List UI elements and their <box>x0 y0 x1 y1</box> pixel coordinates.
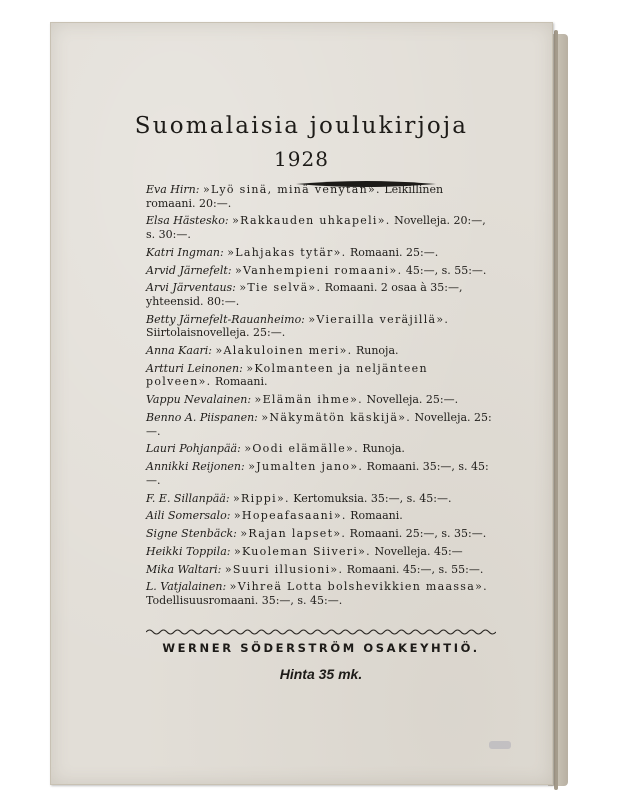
book-entry <box>146 344 494 358</box>
book-details: Novelleja. 25:—. <box>146 411 492 438</box>
author-name: F. E. Sillanpää: <box>146 491 230 505</box>
book-details: Romaani. 35:—, s. 45:—. <box>146 460 489 487</box>
book-title: »Näkymätön käskijä». <box>261 411 412 424</box>
book-list <box>146 183 494 612</box>
price-text: Hinta 35 mk. <box>279 666 363 682</box>
book-details: Romaani. 25:—, s. 35:—. <box>349 527 487 541</box>
book-entry <box>146 492 494 506</box>
book-title: »Tie selvä». <box>239 281 322 295</box>
book-title: »Lahjakas tytär». <box>227 245 347 259</box>
book-entry <box>146 563 494 577</box>
book-entry <box>146 509 494 523</box>
author-name: Katri Ingman: <box>146 245 224 259</box>
book-details: Novelleja. 45:— <box>374 544 463 558</box>
book-entry <box>146 527 494 541</box>
author-name: Aili Somersalo: <box>146 509 231 523</box>
book-spine-edge <box>554 30 558 790</box>
book-entry <box>146 313 494 340</box>
book-entry <box>146 183 494 210</box>
author-name: Benno A. Piispanen: <box>146 411 258 424</box>
book-details: Romaani. <box>214 375 268 389</box>
book-title: »Hopeafasaani». <box>233 509 347 523</box>
book-details: Runoja. <box>362 442 405 456</box>
library-stamp-mark <box>489 741 511 749</box>
page-heading: Suomalaisia joulukirjoja <box>134 113 469 139</box>
book-title: »Rakkauden uhkapeli». <box>232 214 391 228</box>
book-details: Todellisuusromaani. 35:—, s. 45:—. <box>146 594 343 608</box>
book-entry <box>146 362 494 389</box>
book-details: Leikillinen romaani. 20:—. <box>146 183 444 210</box>
page-year: 1928 <box>274 147 329 171</box>
book-details: Novelleja. 25:—. <box>366 393 459 407</box>
book-title: »Alakuloinen meri». <box>215 344 353 358</box>
book-entry <box>146 214 494 241</box>
author-name: Arvid Järnefelt: <box>146 263 232 277</box>
book-title: »Kolmanteen ja neljänteen polveen». <box>146 361 428 389</box>
book-details: Romaani. 25:—. <box>349 245 439 259</box>
book-entry <box>146 393 494 407</box>
book-details: Romaani. <box>350 509 403 523</box>
book-title: »Jumalten jano». <box>248 460 364 474</box>
author-name: Mika Waltari: <box>146 562 222 576</box>
book-title: »Oodi elämälle». <box>244 442 359 456</box>
author-name: Annikki Reijonen: <box>146 460 245 474</box>
author-name: Lauri Pohjanpää: <box>146 442 241 456</box>
book-entry <box>146 460 494 487</box>
book-details: Romaani. 2 osaa à 35:—, yhteensid. 80:—. <box>146 281 463 308</box>
publisher-name: WERNER SÖDERSTRÖM OSAKEYHTIÖ. <box>162 641 480 655</box>
book-entry <box>146 281 494 308</box>
author-name: Anna Kaari: <box>146 344 212 358</box>
book-entry <box>146 411 494 438</box>
book-entry <box>146 580 494 607</box>
book-details: Runoja. <box>355 344 399 358</box>
book-entry <box>146 246 494 260</box>
book-entry <box>146 442 494 456</box>
author-name: Elsa Hästesko: <box>146 214 229 228</box>
book-title: »Vanhempieni romaani». <box>235 263 403 277</box>
author-name: Heikki Toppila: <box>146 544 231 558</box>
author-name: Signe Stenbäck: <box>146 527 237 541</box>
author-name: Vappu Nevalainen: <box>146 393 252 407</box>
book-title: »Suuri illusioni». <box>224 562 344 576</box>
book-title: »Vierailla veräjillä». <box>308 312 450 326</box>
author-name: L. Vatjalainen: <box>146 580 227 594</box>
book-details: 45:—, s. 55:—. <box>405 263 487 277</box>
book-entry <box>146 264 494 278</box>
book-details: Siirtolaisnovelleja. 25:—. <box>146 326 286 340</box>
author-name: Artturi Leinonen: <box>146 361 243 375</box>
book-title: »Rajan lapset». <box>240 527 347 541</box>
book-title: »Kuoleman Siiveri». <box>233 544 371 558</box>
book-details: Kertomuksia. 35:—, s. 45:—. <box>293 491 452 505</box>
wavy-divider <box>146 627 496 637</box>
book-details: Romaani. 45:—, s. 55:—. <box>346 562 484 576</box>
author-name: Betty Järnefelt-Rauanheimo: <box>146 312 305 326</box>
author-name: Arvi Järventaus: <box>146 281 236 295</box>
book-title: »Lyö sinä, minä venytän». <box>202 183 381 196</box>
author-name: Eva Hirn: <box>146 183 200 196</box>
book-entry <box>146 545 494 559</box>
book-details: Novelleja. 20:—, s. 30:—. <box>146 214 486 241</box>
book-title: »Elämän ihme». <box>254 393 363 407</box>
book-title: »Vihreä Lotta bolshevikkien maassa». <box>229 580 488 594</box>
book-title: »Rippi». <box>233 491 290 505</box>
